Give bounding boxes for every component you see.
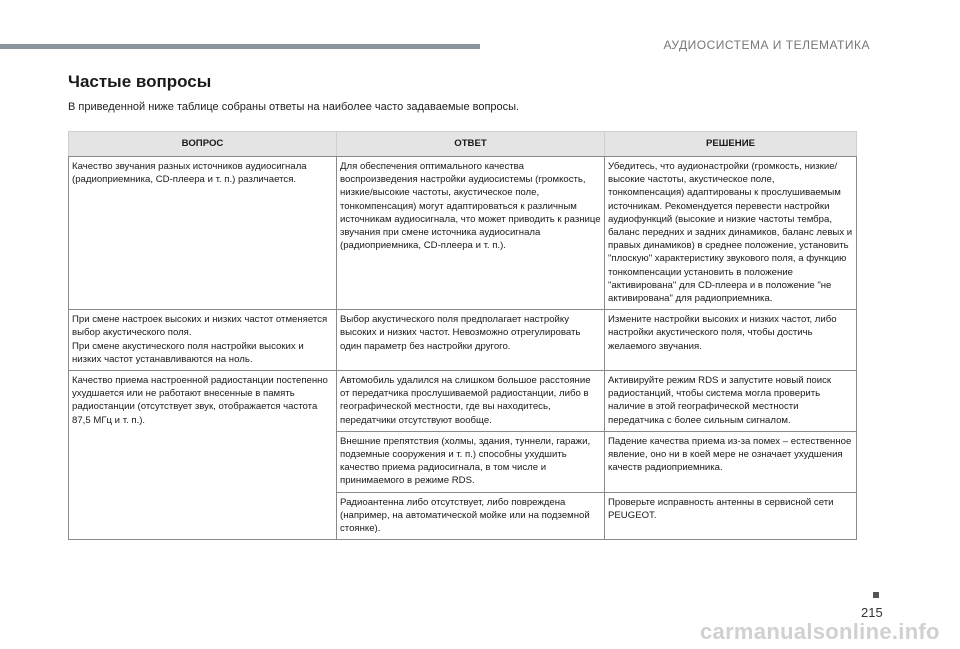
section-title: АУДИОСИСТЕМА И ТЕЛЕМАТИКА	[663, 38, 870, 52]
question-cell: Качество приема настроенной радиостанции постепенно ухудшается или не работают внесенные в память радиостанции (отсутствует звук, отображается частота 87,5 МГц и т. п.).	[69, 371, 337, 540]
header-bar	[0, 44, 480, 49]
answer-cell: Для обеспечения оптимального качества воспроизведения настройки аудиосистемы (громкость, низкие/высокие частоты, акустическое поле, тонкомпенсация) могут адаптироваться к различным источникам аудиосигнала, что может приводить к разнице звучания при смене источника аудиосигнала (радиоприемника, CD-плеера и т. п.).	[337, 157, 605, 310]
answer-cell: Автомобиль удалился на слишком большое расстояние от передатчика прослушиваемой радиостанции, либо в географической местности, где вы находитесь, передатчики отсутствуют вообще.	[337, 371, 605, 432]
intro-text: В приведенной ниже таблице собраны ответы на наиболее часто задаваемые вопросы.	[68, 101, 520, 113]
column-header-solution: РЕШЕНИЕ	[605, 132, 857, 157]
faq-table	[68, 131, 857, 540]
solution-cell: Измените настройки высоких и низких частот, либо настройки акустического поля, чтобы достичь желаемого звучания.	[605, 310, 857, 371]
table-header-row	[69, 132, 857, 157]
watermark: carmanualsonline.info	[700, 619, 940, 644]
page-number: 215	[861, 605, 883, 620]
solution-cell: Убедитесь, что аудионастройки (громкость, низкие/высокие частоты, акустическое поле, тонкомпенсация) адаптированы к прослушиваемым источникам. Рекомендуется перевести настройки аудиофункций (высокие и низкие частоты тембра, баланс передних и задних динамиков, баланс левых и правых динамиков) в среднее положение, установить "плоскую" характеристику звукового поля, а функцию тонкомпенсации установить в положение "активирована" для CD-плеера и в положение "не активирована" для радиоприемника.	[605, 157, 857, 310]
table-row	[69, 310, 857, 371]
solution-cell: Активируйте режим RDS и запустите новый поиск радиостанций, чтобы система могла проверить наличие в этой географической местности передатчика с более сильным сигналом.	[605, 371, 857, 432]
solution-cell: Падение качества приема из-за помех – естественное явление, оно ни в коей мере не означает ухудшения качеств радиоприемника.	[605, 431, 857, 492]
column-header-question: ВОПРОС	[69, 132, 337, 157]
page-marker-icon	[873, 592, 879, 598]
question-cell: При смене настроек высоких и низких частот отменяется выбор акустического поля. При смене акустического поля настройки высоких и низких частот устанавливаются на ноль.	[69, 310, 337, 371]
column-header-answer: ОТВЕТ	[337, 132, 605, 157]
page-title: Частые вопросы	[68, 72, 212, 91]
question-cell: Качество звучания разных источников аудиосигнала (радиоприемника, CD-плеера и т. п.) различается.	[69, 157, 337, 310]
table-row	[69, 371, 857, 432]
table-row	[69, 157, 857, 310]
answer-cell: Внешние препятствия (холмы, здания, туннели, гаражи, подземные сооружения и т. п.) способны ухудшить качество приема радиосигнала, в том числе и принимаемого в режиме RDS.	[337, 431, 605, 492]
solution-cell: Проверьте исправность антенны в сервисной сети PEUGEOT.	[605, 492, 857, 540]
answer-cell: Радиоантенна либо отсутствует, либо повреждена (например, на автоматической мойке или на подземной стоянке).	[337, 492, 605, 540]
answer-cell: Выбор акустического поля предполагает настройку высоких и низких частот. Невозможно отрегулировать один параметр без настройки другого.	[337, 310, 605, 371]
